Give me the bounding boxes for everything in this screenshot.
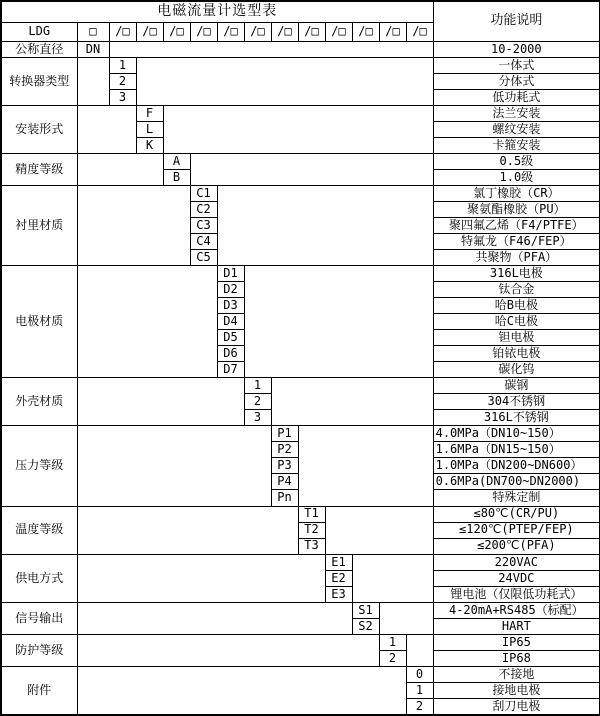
pressure-function-3: 0.6MPa(DN700~DN2000) — [433, 474, 600, 490]
housing-function-0: 碳钢 — [433, 378, 600, 394]
electrode-code-0: D1 — [217, 266, 244, 282]
housing-code-2: 3 — [244, 410, 271, 426]
converter-function-1: 分体式 — [433, 73, 600, 89]
signal-function-1: HART — [433, 618, 600, 634]
temperature-function-2: ≤200℃(PFA) — [433, 538, 600, 554]
group-label-electrode: 电极材质 — [1, 266, 77, 378]
accessory-code-1: 1 — [406, 682, 433, 698]
converter-code-0: 1 — [109, 57, 136, 73]
power-code-0: E1 — [325, 554, 352, 570]
install-code-0: F — [136, 105, 163, 121]
pressure-function-0: 4.0MPa（DN10~150） — [433, 426, 600, 442]
temperature-function-0: ≤80℃(CR/PU) — [433, 506, 600, 522]
model-slot-1: /□ — [109, 22, 136, 41]
accessory-function-1: 接地电极 — [433, 682, 600, 698]
electrode-function-6: 碳化钨 — [433, 362, 600, 378]
temperature-function-1: ≤120℃(PTEP/FEP) — [433, 522, 600, 538]
group-label-power: 供电方式 — [1, 554, 77, 602]
pressure-code-2: P3 — [271, 458, 298, 474]
function-column-header: 功能说明 — [433, 1, 600, 41]
protection-code-1: 2 — [379, 650, 406, 666]
dn-function: 10-2000 — [433, 41, 600, 57]
electrode-function-2: 哈B电极 — [433, 298, 600, 314]
spacer — [325, 506, 433, 554]
protection-code-0: 1 — [379, 634, 406, 650]
spacer — [352, 554, 433, 602]
electrode-code-6: D7 — [217, 362, 244, 378]
spacer — [77, 185, 190, 265]
install-function-2: 卡箍安装 — [433, 137, 600, 153]
group-label-liner: 衬里材质 — [1, 185, 77, 265]
protection-function-1: IP68 — [433, 650, 600, 666]
group-label-converter: 转换器类型 — [1, 57, 77, 105]
spacer — [77, 554, 325, 602]
temperature-code-1: T2 — [298, 522, 325, 538]
power-function-1: 24VDC — [433, 570, 600, 586]
group-label-protection: 防护等级 — [1, 634, 77, 666]
accuracy-function-1: 1.0级 — [433, 169, 600, 185]
electrode-code-2: D3 — [217, 298, 244, 314]
dn-code: DN — [77, 41, 109, 57]
accessory-code-2: 2 — [406, 698, 433, 715]
protection-function-0: IP65 — [433, 634, 600, 650]
temperature-code-0: T1 — [298, 506, 325, 522]
install-code-2: K — [136, 137, 163, 153]
pressure-function-1: 1.6MPa（DN15~150） — [433, 442, 600, 458]
power-function-0: 220VAC — [433, 554, 600, 570]
spacer — [136, 57, 433, 105]
spacer — [271, 378, 433, 426]
pressure-function-2: 1.0MPa（DN200~DN600） — [433, 458, 600, 474]
group-label-accuracy: 精度等级 — [1, 153, 77, 185]
spacer — [163, 105, 433, 153]
liner-function-2: 聚四氟乙烯（F4/PTFE） — [433, 217, 600, 233]
spacer — [379, 602, 433, 634]
model-slot-5: /□ — [217, 22, 244, 41]
temperature-code-2: T3 — [298, 538, 325, 554]
group-label-accessory: 附件 — [1, 666, 77, 715]
model-slot-7: /□ — [271, 22, 298, 41]
power-code-2: E3 — [325, 586, 352, 602]
group-label-dn: 公称直径 — [1, 41, 77, 57]
electrode-code-1: D2 — [217, 282, 244, 298]
table-title: 电磁流量计选型表 — [1, 1, 433, 22]
liner-function-3: 特氟龙（F46/FEP） — [433, 233, 600, 249]
group-label-temperature: 温度等级 — [1, 506, 77, 554]
liner-function-0: 氯丁橡胶（CR） — [433, 185, 600, 201]
spacer — [77, 266, 217, 378]
liner-code-0: C1 — [190, 185, 217, 201]
power-code-1: E2 — [325, 570, 352, 586]
model-slot-11: /□ — [379, 22, 406, 41]
spacer — [244, 266, 433, 378]
electrode-function-0: 316L电极 — [433, 266, 600, 282]
liner-code-3: C4 — [190, 233, 217, 249]
liner-code-2: C3 — [190, 217, 217, 233]
spacer — [77, 57, 109, 105]
model-slot-4: /□ — [190, 22, 217, 41]
group-label-install: 安装形式 — [1, 105, 77, 153]
power-function-2: 锂电池（仅限低功耗式） — [433, 586, 600, 602]
spacer — [298, 426, 433, 506]
liner-function-4: 共聚物（PFA） — [433, 250, 600, 266]
pressure-code-4: Pn — [271, 490, 298, 506]
housing-code-1: 2 — [244, 394, 271, 410]
accuracy-code-1: B — [163, 169, 190, 185]
group-label-pressure: 压力等级 — [1, 426, 77, 506]
converter-function-2: 低功耗式 — [433, 89, 600, 105]
spacer — [77, 153, 163, 185]
converter-code-2: 3 — [109, 89, 136, 105]
spacer — [406, 634, 433, 666]
signal-function-0: 4-20mA+RS485（标配） — [433, 602, 600, 618]
spacer — [77, 666, 406, 715]
signal-code-0: S1 — [352, 602, 379, 618]
housing-function-1: 304不锈钢 — [433, 394, 600, 410]
model-slot-12: /□ — [406, 22, 433, 41]
model-prefix: LDG — [1, 22, 77, 41]
pressure-code-3: P4 — [271, 474, 298, 490]
model-slot-9: /□ — [325, 22, 352, 41]
liner-code-1: C2 — [190, 201, 217, 217]
accessory-code-0: 0 — [406, 666, 433, 682]
accuracy-function-0: 0.5级 — [433, 153, 600, 169]
install-function-0: 法兰安装 — [433, 105, 600, 121]
model-slot-3: /□ — [163, 22, 190, 41]
model-slot-2: /□ — [136, 22, 163, 41]
electrode-code-3: D4 — [217, 314, 244, 330]
electrode-function-4: 钽电极 — [433, 330, 600, 346]
electrode-code-4: D5 — [217, 330, 244, 346]
accuracy-code-0: A — [163, 153, 190, 169]
install-code-1: L — [136, 121, 163, 137]
housing-code-0: 1 — [244, 378, 271, 394]
spacer — [77, 105, 136, 153]
liner-code-4: C5 — [190, 250, 217, 266]
electrode-code-5: D6 — [217, 346, 244, 362]
liner-function-1: 聚氨酯橡胶（PU） — [433, 201, 600, 217]
group-label-signal: 信号输出 — [1, 602, 77, 634]
install-function-1: 螺纹安装 — [433, 121, 600, 137]
group-label-housing: 外壳材质 — [1, 378, 77, 426]
pressure-code-0: P1 — [271, 426, 298, 442]
converter-code-1: 2 — [109, 73, 136, 89]
housing-function-2: 316L不锈钢 — [433, 410, 600, 426]
pressure-code-1: P2 — [271, 442, 298, 458]
pressure-function-4: 特殊定制 — [433, 490, 600, 506]
model-slot-6: /□ — [244, 22, 271, 41]
spacer — [77, 602, 352, 634]
accessory-function-0: 不接地 — [433, 666, 600, 682]
signal-code-1: S2 — [352, 618, 379, 634]
spacer — [190, 153, 433, 185]
spacer — [217, 185, 433, 265]
electrode-function-1: 钛合金 — [433, 282, 600, 298]
model-box: □ — [77, 22, 109, 41]
converter-function-0: 一体式 — [433, 57, 600, 73]
spacer — [77, 634, 379, 666]
accessory-function-2: 刮刀电极 — [433, 698, 600, 715]
spacer — [109, 41, 433, 57]
model-slot-8: /□ — [298, 22, 325, 41]
electrode-function-3: 哈C电极 — [433, 314, 600, 330]
electrode-function-5: 铂铱电极 — [433, 346, 600, 362]
model-slot-10: /□ — [352, 22, 379, 41]
spacer — [77, 426, 271, 506]
spacer — [77, 506, 298, 554]
spacer — [77, 378, 244, 426]
